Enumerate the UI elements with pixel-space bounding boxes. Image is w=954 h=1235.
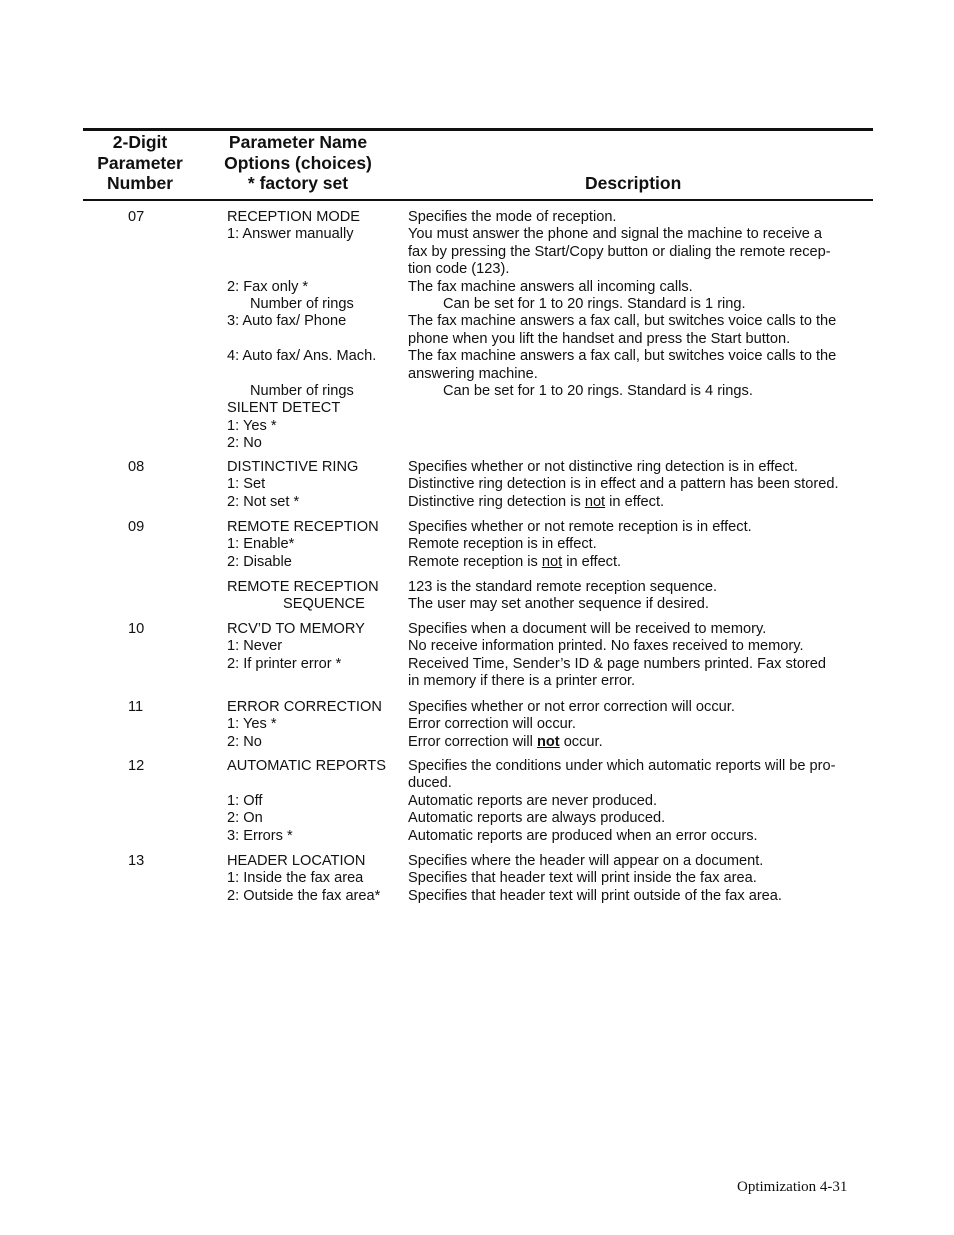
header-text: Parameter Name	[228, 132, 368, 152]
description-text: occur.	[559, 733, 603, 750]
description-line: answering machine.	[408, 365, 538, 382]
description-text: Remote reception is	[408, 553, 542, 570]
description-line: Distinctive ring detection is in effect and a pattern has been stored.	[408, 476, 839, 493]
description-line: The fax machine answers all incoming calls.	[408, 278, 693, 295]
option-line: 1: Off	[227, 792, 263, 809]
option-line: REMOTE RECEPTION	[227, 579, 379, 595]
option-line: 1: Inside the fax area	[227, 870, 364, 887]
description-line: phone when you lift the handset and press the Start button.	[408, 330, 791, 347]
description-line: Automatic reports are produced when an error occurs.	[408, 827, 758, 844]
option-line: 2: No	[227, 435, 262, 452]
option-line: 2: Not set *	[227, 493, 300, 510]
description-text: in effect.	[562, 553, 622, 570]
parameter-number: 07	[128, 209, 145, 225]
header-text: 2-Digit	[112, 132, 168, 152]
option-line: 4: Auto fax/ Ans. Mach.	[227, 348, 377, 365]
parameter-description	[408, 209, 868, 400]
parameter-number: 12	[128, 758, 145, 774]
option-line: HEADER LOCATION	[227, 853, 366, 869]
option-line: Number of rings	[250, 295, 354, 312]
parameter-description	[408, 853, 868, 905]
description-line: Remote reception is in effect.	[408, 536, 597, 553]
description-line: Specifies when a document will be received to memory.	[408, 621, 767, 637]
option-line: 1: Yes *	[227, 716, 277, 733]
spacer	[227, 366, 405, 383]
description-line: Specifies where the header will appear on a document.	[408, 853, 764, 869]
header-text: Description	[585, 173, 682, 193]
parameter-options	[227, 621, 405, 673]
parameter-options	[227, 519, 405, 571]
description-line	[408, 554, 868, 571]
description-line: No receive information printed. No faxes received to memory.	[408, 638, 804, 655]
description-line: Specifies whether or not remote reception is in effect.	[408, 519, 752, 535]
header-text: Options (choices)	[224, 152, 372, 173]
option-line: REMOTE RECEPTION	[227, 519, 379, 535]
description-line: The fax machine answers a fax call, but switches voice calls to the	[408, 313, 837, 330]
option-line: AUTOMATIC REPORTS	[227, 758, 386, 774]
parameter-options	[227, 699, 405, 751]
parameter-description	[408, 758, 868, 845]
page-footer: Optimization 4-31	[737, 1179, 848, 1195]
description-line: Automatic reports are never produced.	[408, 792, 658, 809]
option-line: RCV’D TO MEMORY	[227, 621, 365, 637]
parameter-options	[227, 758, 405, 845]
option-line: 2: Fax only *	[227, 278, 309, 295]
option-line: 2: Disable	[227, 553, 292, 570]
description-line: Specifies that header text will print inside the fax area.	[408, 870, 757, 887]
description-line: in memory if there is a printer error.	[408, 673, 636, 690]
option-line: 1: Never	[227, 638, 283, 655]
header-text: Parameter	[97, 152, 183, 173]
parameter-description	[408, 699, 868, 751]
description-line: Can be set for 1 to 20 rings. Standard is 1 ring.	[443, 295, 746, 312]
parameter-options	[227, 459, 405, 511]
description-text: Distinctive ring detection is	[408, 493, 585, 510]
option-line: 3: Auto fax/ Phone	[227, 313, 347, 330]
option-line: 3: Errors *	[227, 827, 293, 844]
option-line: SEQUENCE	[283, 596, 365, 613]
parameter-number: 10	[128, 621, 145, 637]
description-line: You must answer the phone and signal the machine to receive a	[408, 226, 823, 243]
description-line: 123 is the standard remote reception sequence.	[408, 579, 718, 595]
option-line: RECEPTION MODE	[227, 209, 360, 225]
parameter-description	[408, 519, 868, 571]
description-line: Specifies the conditions under which automatic reports will be pro-	[408, 758, 836, 774]
description-text: in effect.	[605, 493, 665, 510]
option-line: 2: No	[227, 733, 262, 750]
parameter-number: 11	[128, 699, 144, 715]
description-line: Specifies the mode of reception.	[408, 209, 617, 225]
description-line: The user may set another sequence if desired.	[408, 596, 709, 613]
option-line: 2: On	[227, 810, 263, 827]
parameter-description	[408, 579, 868, 614]
description-line: duced.	[408, 775, 452, 792]
option-line: SILENT DETECT	[227, 400, 341, 417]
spacer	[227, 331, 405, 348]
emphasis-not: not	[584, 493, 606, 510]
spacer	[227, 261, 405, 278]
option-line: ERROR CORRECTION	[227, 699, 382, 715]
parameter-options	[227, 209, 405, 452]
option-line: Number of rings	[250, 382, 354, 399]
description-line: Received Time, Sender’s ID & page numbers printed. Fax stored	[408, 655, 827, 672]
description-line: The fax machine answers a fax call, but switches voice calls to the	[408, 348, 837, 365]
header-text: Number	[106, 173, 174, 193]
header-description	[585, 173, 681, 194]
description-line: Specifies that header text will print outside of the fax area.	[408, 887, 782, 904]
option-line: 1: Set	[227, 476, 266, 493]
parameter-description	[408, 459, 868, 511]
header-parameter-name	[212, 132, 384, 194]
header-text: * factory set	[247, 173, 349, 193]
header-parameter-number	[83, 132, 197, 194]
parameter-description	[408, 621, 868, 691]
description-line: fax by pressing the Start/Copy button or dialing the remote recep-	[408, 243, 831, 260]
option-line: 2: If printer error *	[227, 655, 342, 672]
description-line: tion code (123).	[408, 261, 510, 278]
parameter-options	[227, 579, 405, 614]
emphasis-not: not	[536, 733, 560, 750]
parameter-number: 13	[128, 853, 145, 869]
description-line	[408, 494, 868, 511]
option-line: 1: Enable*	[227, 536, 295, 553]
option-line: 2: Outside the fax area*	[227, 887, 381, 904]
description-line: Specifies whether or not error correction will occur.	[408, 699, 735, 715]
description-line: Error correction will occur.	[408, 716, 576, 733]
option-line: 1: Yes *	[227, 417, 277, 434]
spacer	[227, 775, 405, 792]
emphasis-not: not	[541, 553, 563, 570]
table-top-rule	[83, 128, 873, 131]
parameter-number: 08	[128, 459, 145, 475]
option-line: DISTINCTIVE RING	[227, 459, 359, 475]
parameter-number: 09	[128, 519, 145, 535]
description-text: Error correction will	[408, 733, 537, 750]
option-line: 1: Answer manually	[227, 226, 354, 243]
description-line: Can be set for 1 to 20 rings. Standard is 4 rings.	[443, 382, 753, 399]
parameter-options	[227, 853, 405, 905]
description-line	[408, 734, 868, 751]
description-line: Automatic reports are always produced.	[408, 810, 666, 827]
description-line: Specifies whether or not distinctive ring detection is in effect.	[408, 459, 798, 475]
header-bottom-rule	[83, 199, 873, 201]
spacer	[227, 244, 405, 261]
